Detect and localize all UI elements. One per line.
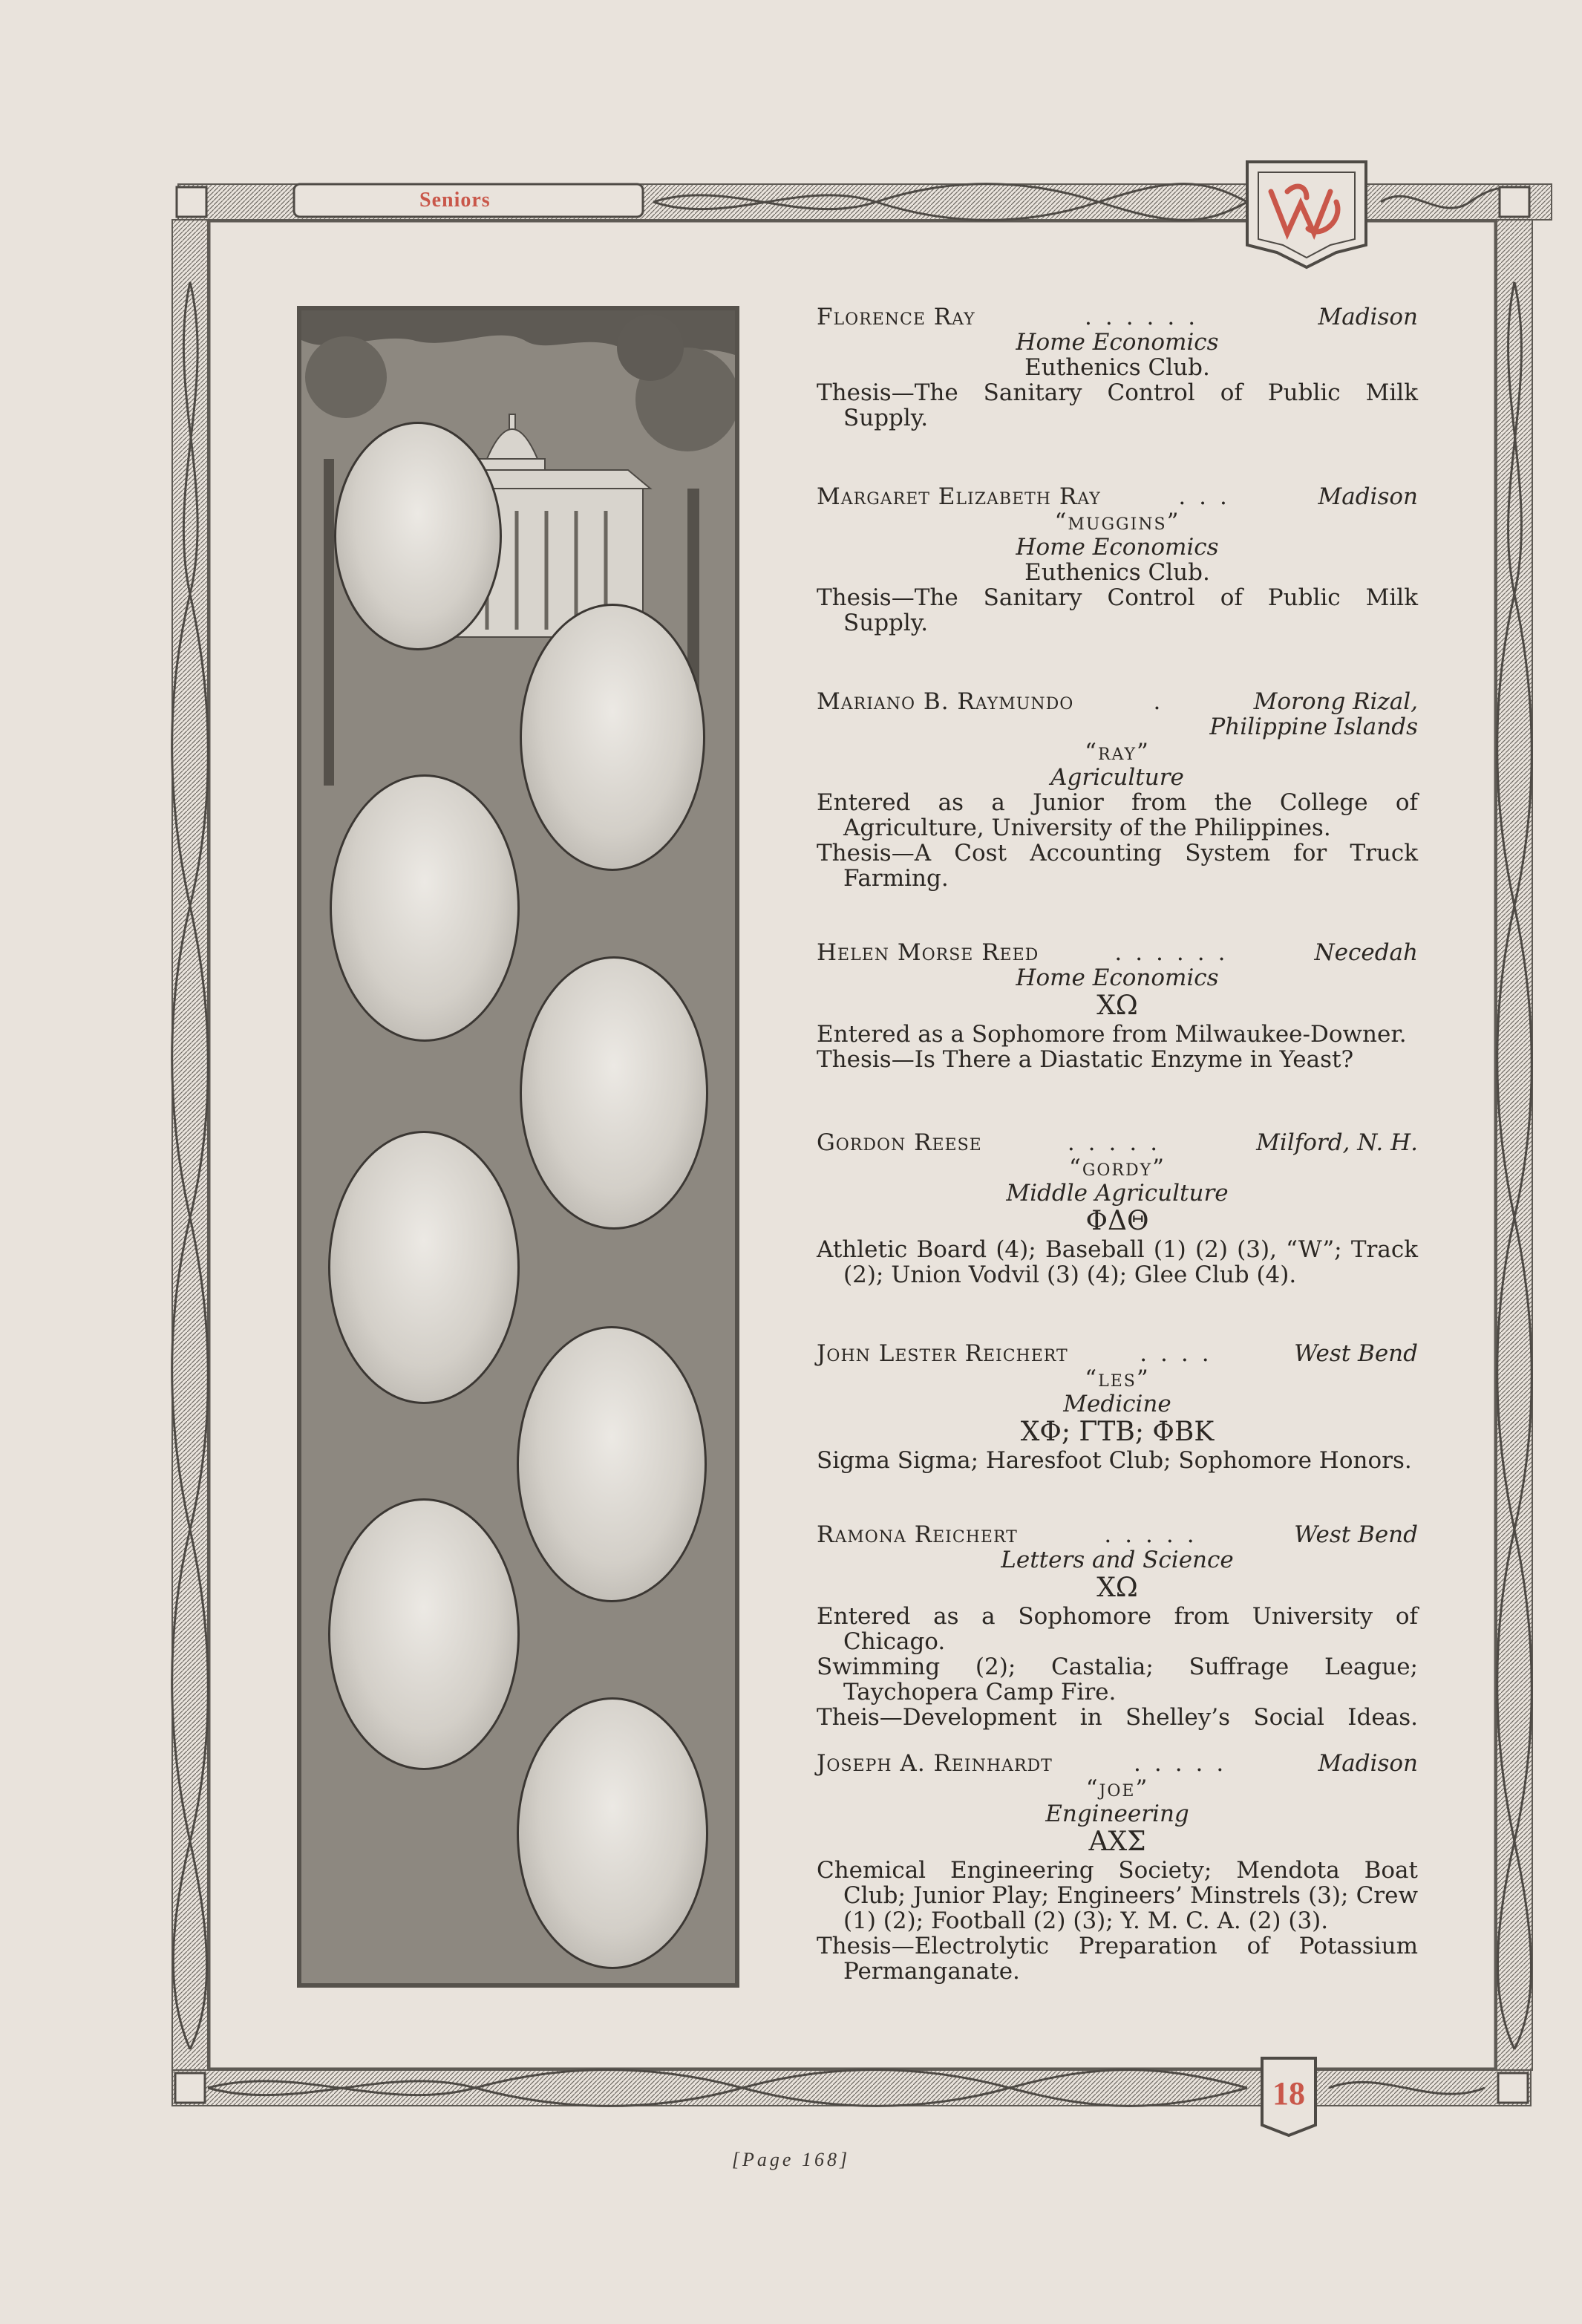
section-label: Seniors xyxy=(419,189,491,212)
portrait-john-lester-reichert xyxy=(517,1326,707,1602)
portrait-panel xyxy=(297,306,739,1988)
portrait-joseph-reinhardt xyxy=(517,1697,708,1969)
thesis-line: Thesis—The Sanitary Control of Public Milk Supply. xyxy=(817,379,1418,431)
entry-florence-ray: Florence Ray ...... Madison Home Economics Euthenics Club. Thesis—The Sanitary Control of Public Milk Supply. xyxy=(817,304,1418,431)
entry-joseph-reinhardt: Joseph A. Reinhardt ..... Madison “joe” Engineering ΑΧΣ Chemical Engineering Society; Mendota Boat Club; Junior Play; Engineers’ Minstrels (3); Crew (1) (2); Football (2) (3); Y. M. C. A. (2) (3). Thesis—Electrolytic Preparation of Potassium Permanganate. xyxy=(817,1750,1418,1985)
nickname: “joe” xyxy=(1085,1775,1149,1802)
activity-line: Athletic Board (4); Baseball (1) (2) (3), “W”; Track (2); Union Vodvil (3) (4); Glee Club (4). xyxy=(817,1236,1418,1288)
greek-letters: ΧΩ xyxy=(1096,1573,1138,1603)
nickname: “gordy” xyxy=(1068,1155,1166,1181)
course: Letters and Science xyxy=(1001,1547,1234,1573)
activity-line: Chemical Engineering Society; Mendota Boat Club; Junior Play; Engineers’ Minstrels (3); Crew (1) (2); Football (2) (3); Y. M. C. A. (2) (3). xyxy=(817,1857,1418,1934)
nickname: “ray” xyxy=(1085,739,1150,766)
thesis-line: Thesis—The Sanitary Control of Public Milk Supply. xyxy=(817,584,1418,636)
entry-helen-morse-reed: Helen Morse Reed ...... Necedah Home Economics ΧΩ Entered as a Sophomore from Milwaukee-Downer. Thesis—Is There a Diastatic Enzyme in Yeast? xyxy=(817,939,1418,1073)
greek-letters: ΦΔΘ xyxy=(1085,1206,1149,1236)
activity-line: Swimming (2); Castalia; Suffrage League; Taychopera Camp Fire. xyxy=(817,1654,1418,1706)
portrait-mariano-raymundo xyxy=(330,774,520,1042)
student-name: Helen Morse Reed xyxy=(817,939,1039,966)
course: Agriculture xyxy=(1050,764,1184,791)
hometown: Madison xyxy=(1318,483,1418,510)
student-name: Gordon Reese xyxy=(817,1129,982,1156)
greek-letters: ΧΦ; ΓΤΒ; ΦΒΚ xyxy=(1020,1417,1215,1447)
entry-margaret-elizabeth-ray: Margaret Elizabeth Ray ... Madison “muggins” Home Economics Euthenics Club. Thesis—The Sanitary Control of Public Milk Supply. xyxy=(817,483,1418,636)
hometown: Madison xyxy=(1318,304,1418,330)
portrait-ramona-reichert xyxy=(328,1498,520,1770)
entry-ramona-reichert: Ramona Reichert ..... West Bend Letters and Science ΧΩ Entered as a Sophomore from University of Chicago. Swimming (2); Castalia; Suffrage League; Taychopera Camp Fire. Theis—Development in Shelley’s Social Ideas. xyxy=(817,1521,1418,1731)
nickname: “les” xyxy=(1085,1365,1150,1392)
course: Middle Agriculture xyxy=(1006,1180,1229,1207)
student-name: Mariano B. Raymundo xyxy=(817,688,1074,715)
hometown: Milford, N. H. xyxy=(1256,1129,1418,1156)
student-name: Joseph A. Reinhardt xyxy=(817,1750,1053,1777)
thesis-line: Thesis—Is There a Diastatic Enzyme in Yeast? xyxy=(817,1046,1354,1073)
hometown: Morong Rizal, xyxy=(1253,688,1418,715)
page-footer: [Page 168] xyxy=(731,2149,851,2170)
hometown-line-2: Philippine Islands xyxy=(1209,714,1418,740)
activity-line: Euthenics Club. xyxy=(1024,354,1210,381)
entry-john-lester-reichert: John Lester Reichert .... West Bend “les” Medicine ΧΦ; ΓΤΒ; ΦΒΚ Sigma Sigma; Haresfoot Club; Sophomore Honors. xyxy=(817,1340,1418,1474)
portrait-helen-morse-reed xyxy=(520,956,708,1230)
hometown: West Bend xyxy=(1294,1521,1418,1548)
student-name: Florence Ray xyxy=(817,304,975,330)
activity-line: Sigma Sigma; Haresfoot Club; Sophomore Honors. xyxy=(817,1447,1412,1474)
hometown: Madison xyxy=(1318,1750,1418,1777)
greek-letters: ΧΩ xyxy=(1096,990,1138,1021)
entry-mariano-raymundo: Mariano B. Raymundo . Morong Rizal, Philippine Islands “ray” Agriculture Entered as a Junior from the College of Agriculture, University of the Philippines. Thesis—A Cost Accounting System for Truck Farming. xyxy=(817,688,1418,892)
thesis-line: Thesis—A Cost Accounting System for Truck Farming. xyxy=(817,840,1418,892)
w-monogram-icon xyxy=(1262,175,1351,249)
course: Engineering xyxy=(1045,1801,1189,1827)
portrait-florence-ray xyxy=(334,422,502,650)
nickname: “muggins” xyxy=(1054,509,1180,535)
course: Home Economics xyxy=(1016,964,1219,991)
student-name: Ramona Reichert xyxy=(817,1521,1018,1548)
page-badge-number: 18 xyxy=(1272,2075,1305,2112)
thesis-line: Thesis—Electrolytic Preparation of Potassium Permanganate. xyxy=(817,1933,1418,1985)
activity-line: Entered as a Sophomore from Milwaukee-Downer. xyxy=(817,1021,1407,1048)
activity-line: Euthenics Club. xyxy=(1024,559,1210,586)
course: Home Economics xyxy=(1016,534,1219,561)
entry-gordon-reese: Gordon Reese ..... Milford, N. H. “gordy” Middle Agriculture ΦΔΘ Athletic Board (4); Baseball (1) (2) (3), “W”; Track (2); Union Vodvil (3) (4); Glee Club (4). xyxy=(817,1129,1418,1288)
student-name: Margaret Elizabeth Ray xyxy=(817,483,1101,510)
hometown: Necedah xyxy=(1314,939,1418,966)
activity-line: Entered as a Sophomore from University of Chicago. xyxy=(817,1603,1418,1655)
hometown: West Bend xyxy=(1294,1340,1418,1367)
student-name: John Lester Reichert xyxy=(817,1340,1068,1367)
thesis-line: Theis—Development in Shelley’s Social Ideas. xyxy=(817,1704,1418,1731)
activity-line: Entered as a Junior from the College of Agriculture, University of the Philippines. xyxy=(817,789,1418,841)
course: Medicine xyxy=(1063,1391,1171,1417)
portrait-gordon-reese xyxy=(328,1131,520,1404)
course: Home Economics xyxy=(1016,329,1219,356)
greek-letters: ΑΧΣ xyxy=(1088,1827,1146,1857)
portrait-margaret-elizabeth-ray xyxy=(520,604,705,871)
